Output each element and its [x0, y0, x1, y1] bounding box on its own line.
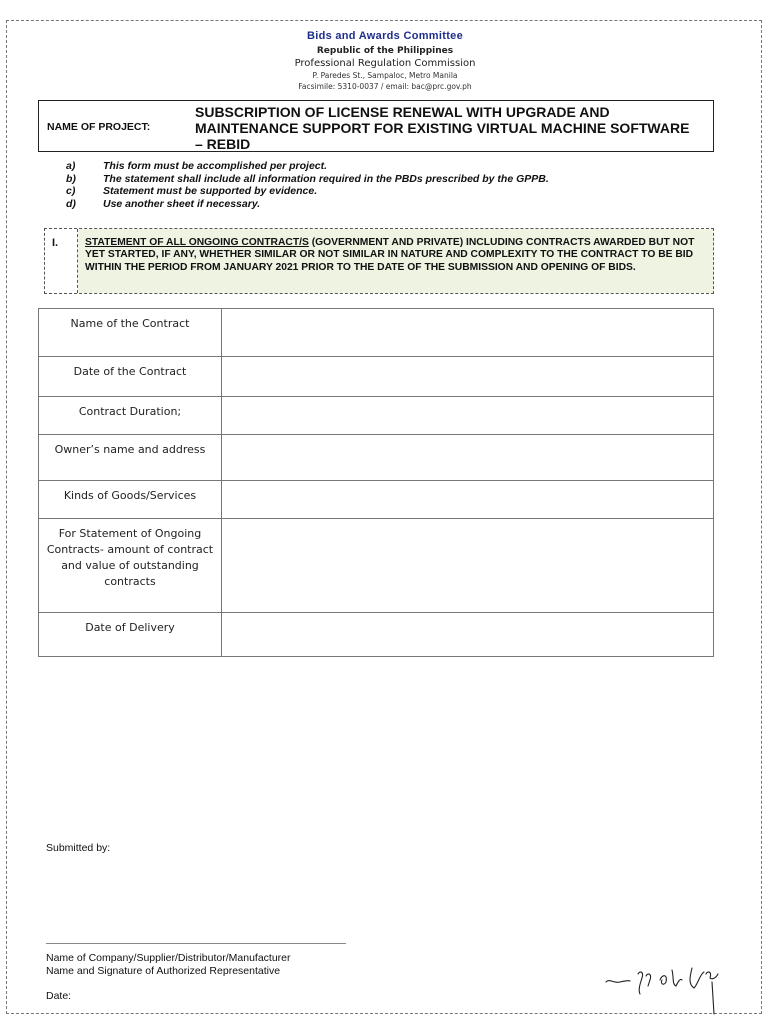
contract-duration-field[interactable]	[221, 397, 713, 435]
note-text: Use another sheet if necessary.	[103, 197, 261, 210]
section-number: I.	[45, 229, 78, 293]
row-label-owner: Owner’s name and address	[39, 435, 222, 481]
note-letter: b)	[66, 172, 76, 185]
note-letter: c)	[66, 185, 76, 197]
table-row	[39, 309, 714, 357]
list-item	[66, 185, 549, 198]
list-item	[66, 198, 549, 211]
row-label-ongoing-amount: For Statement of Ongoing Contracts- amount of contract and value of outstanding contracts	[39, 519, 222, 613]
contact-line: Facsimile: 5310-0037 / email: bac@prc.gov.ph	[298, 82, 472, 91]
signature-line	[46, 943, 346, 944]
row-label-contract-duration: Contract Duration;	[39, 397, 222, 435]
table-row	[39, 397, 714, 435]
section-title-rest: (GOVERNMENT AND PRIVATE) INCLUDING CONTRACTS AWARDED BUT NOT YET STARTED, IF ANY, WHETHER SIMILAR OR NOT SIMILAR IN NATURE AND COMPLEXITY TO THE CONTRACT TO BE BID WITHIN THE PERIOD FROM JANUARY 2021 PRIOR TO THE DATE OF THE SUBMISSION AND OPENING OF BIDS.	[85, 237, 695, 273]
note-letter: a)	[66, 160, 76, 172]
row-label-contract-name: Name of the Contract	[39, 309, 222, 357]
delivery-date-field[interactable]	[221, 613, 713, 657]
row-label-goods-services: Kinds of Goods/Services	[39, 481, 222, 519]
note-text: Statement must be supported by evidence.	[103, 185, 318, 197]
table-row	[39, 435, 714, 481]
list-item	[66, 173, 549, 186]
commission-name: Professional Regulation Commission	[294, 58, 476, 69]
republic-line: Republic of the Philippines	[316, 46, 454, 56]
table-row	[39, 613, 714, 657]
ongoing-amount-field[interactable]	[221, 519, 713, 613]
instructions-list	[66, 160, 549, 210]
row-label-delivery-date: Date of Delivery	[39, 613, 222, 657]
date-label: Date:	[46, 990, 72, 1002]
contract-table	[38, 308, 714, 657]
contract-name-field[interactable]	[221, 309, 713, 357]
note-letter: d)	[66, 197, 76, 210]
table-row	[39, 357, 714, 397]
note-text: This form must be accomplished per project.	[103, 160, 328, 172]
representative-label: Name and Signature of Authorized Representative	[46, 965, 281, 977]
project-box	[38, 100, 714, 152]
submitted-by-label: Submitted by:	[46, 842, 111, 854]
goods-services-field[interactable]	[221, 481, 713, 519]
table-row	[39, 481, 714, 519]
table-row	[39, 519, 714, 613]
handwritten-signature-icon	[600, 960, 740, 1020]
signatory-block	[46, 952, 291, 978]
section-title	[78, 229, 713, 293]
list-item	[66, 160, 549, 173]
address-line: P. Paredes St., Sampaloc, Metro Manila	[312, 71, 458, 80]
note-text: The statement shall include all information required in the PBDs prescribed by the GPPB.	[103, 172, 549, 185]
row-label-contract-date: Date of the Contract	[39, 357, 222, 397]
project-title: SUBSCRIPTION OF LICENSE RENEWAL WITH UPGRADE AND MAINTENANCE SUPPORT FOR EXISTING VIRTUAL MACHINE SOFTWARE – REBID	[195, 104, 690, 152]
committee-name: Bids and Awards Committee	[306, 30, 464, 42]
letterhead	[0, 30, 770, 91]
section-title-underlined: STATEMENT OF ALL ONGOING CONTRACT/S	[85, 237, 309, 248]
project-label: NAME OF PROJECT:	[47, 121, 151, 133]
company-name-label: Name of Company/Supplier/Distributor/Manufacturer	[46, 952, 291, 964]
owner-field[interactable]	[221, 435, 713, 481]
section-heading-box	[44, 228, 714, 294]
contract-date-field[interactable]	[221, 357, 713, 397]
